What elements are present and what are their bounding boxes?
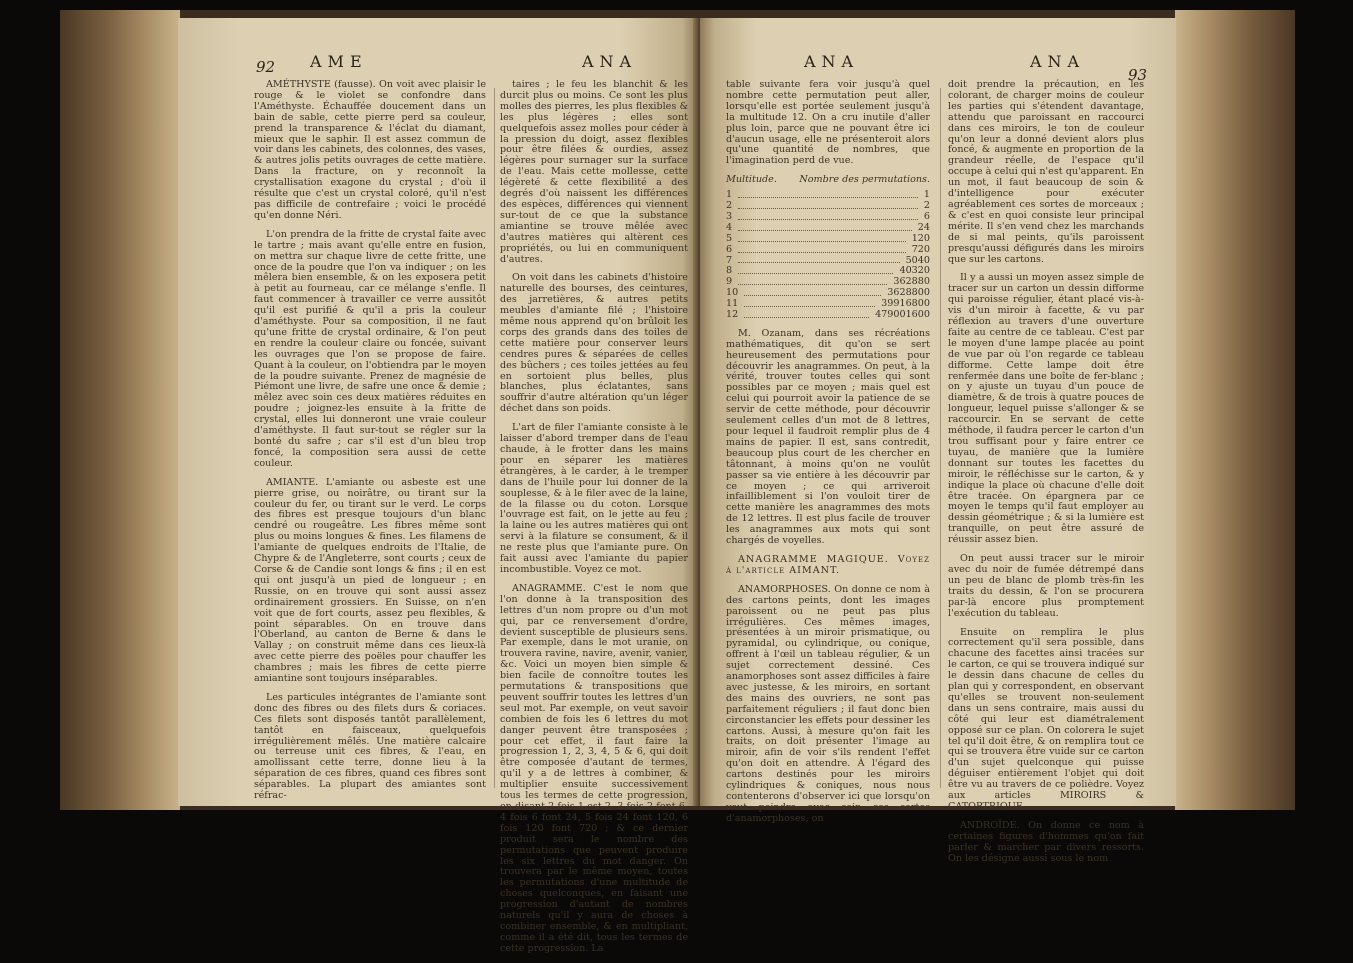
table-row [726,201,930,212]
permutation-cell: 720 [911,243,930,255]
dot-leader [738,223,912,231]
table-row [726,212,930,223]
multitude-cell: 6 [726,243,733,255]
permutation-cell: 5040 [905,254,930,266]
table-header-multitude: Multitude. [726,174,777,186]
dot-leader [738,201,918,209]
dot-leader [738,190,918,198]
multitude-cell: 2 [726,200,733,212]
right-page-stack [1175,10,1295,810]
table-row [726,310,930,321]
left-page-column-1 [254,80,486,810]
paragraph: Ensuite on remplira le plus correctement qu'il sera possible, dans chacune des facettes ainsi tracées sur le carton, ce qui se trouvera indiqué sur le dessin dans chacune de celles du plan qui y correspondent, en observant qu'elles se trouvent non-seulement dans un sens contraire, mais aussi du côté qui leur est diamétralement opposé sur ce plan. On colorera le sujet tel qu'il doit être, & on remplira tout ce qui se trouvera être vuide sur ce carton d'un sujet quelconque qui puisse déguiser entièrement l'objet qui doit être vu au travers de ce polièdre. Voyez aux articles MIROIRS & CATOPTRIQUE. [948,626,1144,812]
paragraph: M. Ozanam, dans ses récréations mathématiques, dit qu'on se sert heureusement des permutations pour découvrir les anagrammes. On peut, à la vérité, trouver toutes celles qui sont possibles par ce moyen ; mais quel est celui qui pourroit avoir la patience de se servir de cette méthode, pour découvrir seulement celles d'un mot de 8 lettres, pour lequel il faudroit remplir plus de 4 mains de papier. Il est, sans contredit, beaucoup plus court de les chercher en tâtonnant, à moins qu'on ne voulût passer sa vie entière à les découvrir par ce moyen ; ce qui arriveroit infailliblement si l'on vouloit tirer de cette manière les anagrammes des mots de 12 lettres. Il est plus facile de trouver les anagrammes aux mots qui sont chargés de voyelles. [726,327,930,547]
multitude-cell: 11 [726,298,739,310]
paragraph: On peut aussi tracer sur le miroir avec du noir de fumée détrempé dans un peu de blanc de plomb très-fin les traits du dessin, & l'on se procurera par-là encore plus promptement l'exécution du tableau. [948,553,1144,619]
permutation-cell: 120 [911,232,930,244]
running-head-left: AME [310,52,368,71]
dot-leader [738,245,906,253]
table-header-permutations: Nombre des permutations. [799,174,930,186]
dot-leader [744,310,869,318]
multitude-cell: 5 [726,232,733,244]
entry-anagramme-magique: ANAGRAMME MAGIQUE. Voyez à l'article AIMANT. [726,553,930,576]
left-page-column-2 [500,80,688,963]
paragraph: Les particules intégrantes de l'amiante sont donc des fibres ou des filets durs & coriaces. Ces filets sont disposés tantôt parallèlement, tantôt en faisceaux, quelquefois irrégulièrement mêlés. Une matière calcaire ou terreuse unit ces fibres, & l'eau, en amollissant cette terre, donne lieu à la séparation de ces fibres, quand ces fibres sont séparables. La plupart des amiantes sont réfrac- [254,691,486,802]
dot-leader [744,288,881,296]
running-head-right: ANA [1030,52,1086,71]
dot-leader [738,256,899,264]
multitude-cell: 1 [726,189,733,201]
permutation-cell: 362880 [893,276,930,288]
column-rule [494,88,495,788]
dot-leader [744,299,875,307]
paragraph: On voit dans les cabinets d'histoire naturelle des bourses, des ceintures, des jarretières, & autres petits meubles d'amiante filé ; l'histoire même nous apprend qu'on brûloit les corps des grands dans des toiles de cette matière pour conserver leurs cendres pures & séparées de celles des bûchers ; ces toiles jettées au feu en sortoient plus belles, plus blanches, plus éclatantes, sans souffrir d'autre altération qu'un léger déchet dans son poids. [500,272,688,415]
multitude-cell: 3 [726,210,733,222]
permutation-cell: 2 [923,200,930,212]
permutation-cell: 3628800 [887,287,930,299]
dot-leader [738,266,893,274]
permutation-cell: 40320 [899,265,930,277]
permutation-cell: 479001600 [875,308,930,320]
entry-anamorphoses: ANAMORPHOSES. On donne ce nom à des cartons peints, dont les images paroissent ou ne peut pas plus irrégulières. Ces mêmes images, présentées à un miroir prismatique, ou pyramidal, ou cylindrique, ou conique, offrent à l'œil un tableau régulier, & un sujet correctement dessiné. Ces anamorphoses sont assez difficiles à faire avec justesse, & les miroirs, en sortant des mains des ouvriers, ne sont pas parfaitement réguliers ; il faut donc bien circonstancier les effets pour dessiner les cartons. Aussi, à mesure qu'on fait les traits, on doit présenter l'image au miroir, afin de voir s'ils rendent l'effet qu'on doit en attendre. À l'égard des cartons destinés pour les miroirs cylindriques & coniques, nous nous contenterons d'observer ici que lorsqu'on veut peindre avec soin ces sortes d'anamorphoses, on [726,583,930,824]
multitude-cell: 12 [726,308,739,320]
table-header [726,175,930,186]
right-page-column-2 [948,80,1144,873]
permutation-cell: 1 [923,189,930,201]
right-page-column-1 [726,80,930,833]
running-head-left: ANA [804,52,860,71]
paragraph: Il y a aussi un moyen assez simple de tracer sur un carton un dessin difforme qui paroisse régulier, étant placé vis-à-vis d'un miroir à facette, & vu par réflexion au travers d'une ouverture faite au centre de ce tableau. C'est par le moyen d'une lampe placée au point de vue par où l'on regarde ce tableau difforme. Cette lampe doit être renfermée dans une boîte de fer-blanc ; on y ajuste un tuyau d'un pouce de diamètre, & de trois à quatre pouces de longueur, lequel puisse s'allonger & se raccourcir. En se servant de cette méthode, il faudra percer le carton d'un trou suffisant pour y faire entrer ce tuyau, de manière que la lumière donnant sur toutes les facettes du miroir, le réfléchisse sur le carton, & y indique la place où chacune d'elle doit être tracée. On épargnera par ce moyen le temps qu'il faut employer au dessin géométrique ; & si la lumière est tranquille, on peut être assuré de réussir assez bien. [948,272,1144,546]
permutation-table [726,175,930,321]
dot-leader [738,277,887,285]
table-row [726,245,930,256]
column-rule [940,88,941,788]
multitude-cell: 9 [726,276,733,288]
entry-anagramme: ANAGRAMME. C'est le nom que l'on donne à la transposition des lettres d'un nom propre ou d'un mot qui, par ce renversement d'ordre, devient susceptible de plusieurs sens. Par exemple, dans le mot uranie, on trouvera ravine, navire, avenir, vanier, &c. Voici un moyen bien simple & bien facile de connoître toutes les permutations & transpositions que peuvent souffrir toutes les lettres d'un seul mot. Par exemple, on veut savoir combien de fois les 6 lettres du mot danger peuvent être transposées ; pour cet effet, il faut faire la progression 1, 2, 3, 4, 5 & 6, qui doit être composée d'autant de termes, qu'il y a de lettres à combiner, & multiplier ensuite successivement tous les termes de cette progression, en disant 2 fois 1 est 2, 3 fois 2 font 6, 4 fois 6 font 24, 5 fois 24 font 120, 6 fois 120 font 720 ; & ce dernier produit sera le nombre des permutations que peuvent produire les six lettres du mot danger. On trouvera par le même moyen, toutes les permutations d'une multitude de choses quelconques, en faisant une progression d'autant de nombres naturels qu'il y aura de choses à combiner ensemble, & en multipliant, comme il a été dit, tous les termes de cette progression. La [500,582,688,954]
running-head-right: ANA [582,52,638,71]
multitude-cell: 4 [726,221,733,233]
table-row [726,190,930,201]
right-page [700,18,1176,864]
table-row [726,223,930,234]
table-body [726,190,930,321]
multitude-cell: 7 [726,254,733,266]
paragraph: doit prendre la précaution, en les colorant, de charger moins de couleur les parties qui s'étendent davantage, attendu que paroissant en raccourci dans ces miroirs, le ton de couleur qu'on leur a donné devient alors plus foncé, & augmente en proportion de la grandeur réelle, de l'espace qu'il occupe à celui qui n'est qu'apparent. En un mot, il faut beaucoup de soin & d'intelligence pour exécuter agréablement ces sortes de morceaux ; & c'est en quoi consiste leur principal mérite. Il s'en vend chez les marchands de si mal peints, qu'ils paroissent presqu'aussi défigurés dans les miroirs que sur les cartons. [948,79,1144,265]
paragraph: table suivante fera voir jusqu'à quel nombre cette permutation peut aller, lorsqu'elle est portée seulement jusqu'à la multitude 12. On a cru inutile d'aller plus loin, parce que ne pouvant être ici d'aucun usage, elle ne présenteroit alors qu'une quantité de nombres, que l'imagination perd de vue. [726,79,930,167]
dot-leader [738,212,918,220]
entry-amethyste: AMÉTHYSTE (fausse). On voit avec plaisir le rouge & le violet se confondre dans l'Améthyste. Échauffée doucement dans un bain de sable, cette pierre perd sa couleur, prend la transparence & l'éclat du diamant, mieux que le saphir. Il est assez commun de voir dans les cabinets, des colonnes, des vases, & autres jolis petits ouvrages de cette matière. Dans la fracture, on y reconnoît la crystallisation exagone du crystal ; d'où il résulte que c'est un crystal coloré, qu'il n'est pas difficile de contrefaire ; voici le procédé qu'en donne Néri. [254,79,486,221]
multitude-cell: 8 [726,265,733,277]
left-page-stack [60,10,180,810]
paragraph: taires ; le feu les blanchit & les durcit plus ou moins. Ce sont les plus molles des pierres, les plus flexibles & les plus légères ; elles sont quelquefois assez molles pour céder à la pression du doigt, assez flexibles pour être filées & ourdies, assez légères pour surnager sur la surface de l'eau. Mais cette mollesse, cette légèreté & cette flexibilité a des degrés d'où naissent les différences des espèces, différences qui viennent sur-tout de ce que la substance amiantine se trouve mêlée avec d'autres matières qui altèrent ces propriétés, ou lui en communiquent d'autres. [500,79,688,265]
table-row [726,234,930,245]
paragraph: L'on prendra de la fritte de crystal faite avec le tartre ; mais avant qu'elle entre en fusion, on mettra sur chaque livre de cette fritte, une once de la poudre que l'on va indiquer ; on les mêlera bien ensemble, & on les exposera petit à petit au fourneau, car ce mélange s'enfle. Il faut commencer à travailler ce verre aussitôt qu'il est purifié & qu'il a pris la couleur d'améthyste. Pour sa composition, il ne faut qu'une fritte de crystal ordinaire, & l'on peut en rendre la couleur claire ou foncée, suivant les ouvrages que l'on se propose de faire. Quant à la couleur, on l'obtiendra par le moyen de la poudre suivante. Prenez de magnésie de Piémont une livre, de safre une once & demie ; mêlez avec soin ces deux matières réduites en poudre ; joignez-les ensuite à la fritte de crystal, elles lui donneront une vraie couleur d'améthyste. Il faut sur-tout se régler sur la bonté du safre ; car s'il est d'un bleu trop foncé, la composition sera aussi de cette couleur. [254,228,486,469]
permutation-cell: 6 [923,210,930,222]
permutation-cell: 39916800 [881,298,930,310]
permutation-cell: 24 [917,221,930,233]
dot-leader [738,234,906,242]
paragraph: L'art de filer l'amiante consiste à le laisser d'abord tremper dans de l'eau chaude, à le frotter dans les mains pour en séparer les matières étrangères, à le carder, à le tremper dans de l'huile pour lui donner de la souplesse, & à le filer avec de la laine, de la filasse ou du coton. Lorsque l'ouvrage est fait, on le jette au feu ; la laine ou les autres matières qui ont servi à la filature se consument, & il ne reste plus que l'amiante pure. On fait aussi avec l'amiante du papier incombustible. Voyez ce mot. [500,422,688,575]
left-page [178,18,698,954]
entry-androide: ANDROÏDE. On donne ce nom à certaines figures d'hommes qu'on fait parler & marcher par divers ressorts. On les désigne aussi sous le nom [948,819,1144,864]
page-number-left: 92 [256,58,276,76]
multitude-cell: 10 [726,287,739,299]
page-number-right: 93 [1128,66,1148,84]
entry-amiante: AMIANTE. L'amiante ou asbeste est une pierre grise, ou noirâtre, ou tirant sur la couleur du fer, ou tirant sur le verd. Le corps des fibres est presque toujours d'un blanc cendré ou rougeâtre. Les fibres même sont plus ou moins longues & fines. Les filamens de l'amiante de quelques endroits de l'Italie, de Chypre & de l'Angleterre, sont courts ; ceux de Corse & de Candie sont longs & fins ; il en est qui ont jusqu'à un pied de longueur ; en Russie, on en trouve qui sont aussi assez ordinairement grossiers. En Suisse, on n'en voit que de fort courts, assez peu flexibles, & point séparables. On en trouve dans l'Oberland, au canton de Berne & dans le Vallay ; on construit même dans ces lieux-là avec cette pierre des poëles pour chauffer les chambres ; mais les fibres de cette pierre amiantine sont toujours inséparables. [254,476,486,685]
